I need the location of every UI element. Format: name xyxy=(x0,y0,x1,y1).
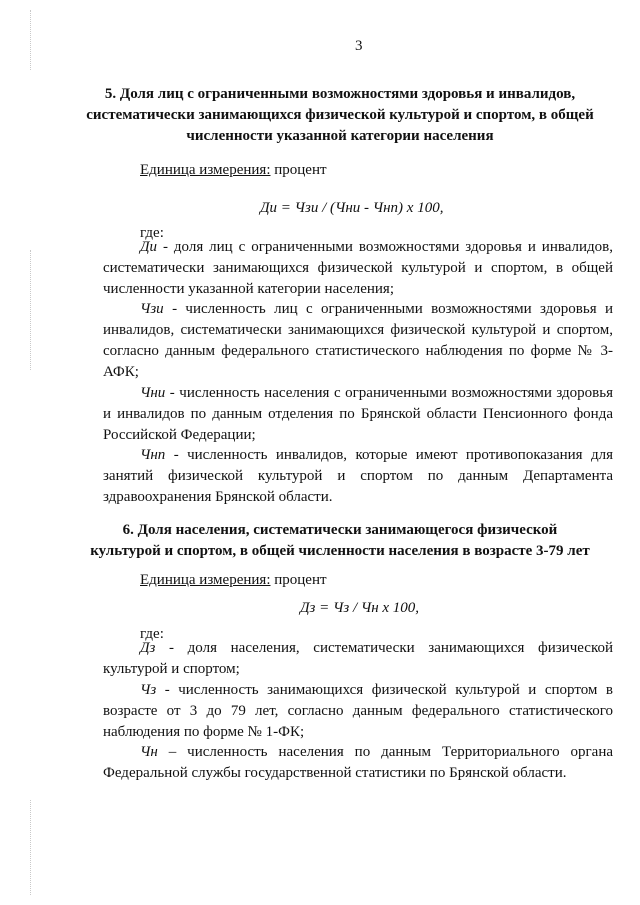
heading-line: систематически занимающихся физической культурой и спортом, в общей xyxy=(86,107,594,123)
unit-label: Единица измерения: xyxy=(140,572,271,588)
definition-symbol: Дз xyxy=(140,640,156,656)
heading-line: 5. Доля лиц с ограниченными возможностями здоровья и инвалидов, xyxy=(104,86,576,102)
section-6-heading xyxy=(80,520,600,562)
definition-text: - доля лиц с ограниченными возможностями здоровья и инвалидов, xyxy=(162,239,613,255)
definition-first-line xyxy=(103,742,613,763)
section-5-definition xyxy=(103,237,613,300)
definition-text: - доля населения, систематически занимающихся физической xyxy=(169,640,613,656)
section-6-where: где: xyxy=(140,626,164,642)
definition-line: здравоохранения Брянской области. xyxy=(103,489,333,505)
definition-line: инвалидов, систематически занимающихся физической культурой и спортом, xyxy=(103,322,613,338)
section-5-definition xyxy=(103,383,613,446)
definition-symbol: Чзи xyxy=(140,301,164,317)
definition-line: занятий физической культурой и спортом по данным Департамента xyxy=(103,468,613,484)
definition-first-line xyxy=(103,680,613,701)
definition-symbol: Чнп xyxy=(140,447,166,463)
section-5-unit xyxy=(140,162,327,179)
scan-margin-mark xyxy=(30,10,31,70)
definition-line: культурой и спортом; xyxy=(103,661,240,677)
definition-first-line xyxy=(103,299,613,320)
definition-first-line xyxy=(103,445,613,466)
definition-text: - численность занимающихся физической культурой и спортом в xyxy=(164,682,614,698)
heading-line: численности указанной категории населения xyxy=(186,128,494,144)
section-5-definition xyxy=(103,445,613,508)
section-6-definition xyxy=(103,638,613,680)
definition-line: Федеральной службы государственной статистики по Брянской области. xyxy=(103,765,567,781)
definition-symbol: Ди xyxy=(140,239,158,255)
section-6-unit xyxy=(140,572,327,589)
definition-text: – численность населения по данным Территориального органа xyxy=(168,744,613,760)
scan-margin-mark xyxy=(30,250,31,370)
definition-first-line xyxy=(103,237,613,258)
definition-line: АФК; xyxy=(103,364,139,380)
definition-symbol: Чн xyxy=(140,744,158,760)
unit-value: процент xyxy=(274,572,327,588)
definition-text: - численность населения с ограниченными возможностями здоровья xyxy=(169,385,613,401)
unit-label: Единица измерения: xyxy=(140,162,271,178)
section-6-definition xyxy=(103,680,613,743)
definition-line: наблюдения по форме № 1-ФК; xyxy=(103,724,305,740)
section-6-definition xyxy=(103,742,613,784)
definition-line: возрасте от 3 до 79 лет, согласно данным федерального статистического xyxy=(103,703,613,719)
section-6-formula: Дз = Чз / Чн х 100, xyxy=(300,600,420,616)
definition-symbol: Чни xyxy=(140,385,166,401)
page-number: 3 xyxy=(355,38,363,54)
unit-value: процент xyxy=(274,162,327,178)
heading-line: 6. Доля населения, систематически занимающегося физической xyxy=(122,522,558,538)
section-5-definition xyxy=(103,299,613,383)
definition-symbol: Чз xyxy=(140,682,157,698)
definition-first-line xyxy=(103,638,613,659)
section-5-formula: Ди = Чзи / (Чни - Чнп) х 100, xyxy=(260,200,444,216)
section-5-heading xyxy=(80,84,600,147)
scan-margin-mark xyxy=(30,800,31,895)
heading-line: культурой и спортом, в общей численности населения в возрасте 3-79 лет xyxy=(90,543,590,559)
definition-text: - численность лиц с ограниченными возможностями здоровья и xyxy=(172,301,614,317)
definition-text: - численность инвалидов, которые имеют противопоказания для xyxy=(173,447,613,463)
definition-line: согласно данным федерального статистического наблюдения по форме № 3- xyxy=(103,343,613,359)
definition-line: численности указанной категории населения; xyxy=(103,281,394,297)
section-5-where: где: xyxy=(140,225,164,241)
definition-first-line xyxy=(103,383,613,404)
definition-line: и инвалидов по данным отделения по Брянской области Пенсионного фонда xyxy=(103,406,613,422)
definition-line: Российской Федерации; xyxy=(103,427,256,443)
definition-line: систематически занимающихся физической культурой и спортом, в общей xyxy=(103,260,613,276)
